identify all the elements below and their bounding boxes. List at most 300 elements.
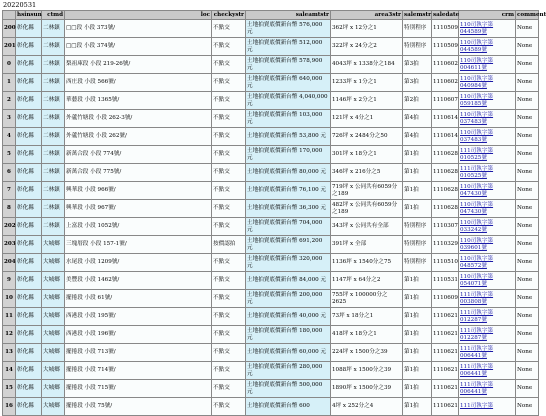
table-row [3,236,539,254]
delivery-status-cell: 不點交 [212,398,246,416]
delivery-status-cell: 不點交 [212,38,246,56]
county-cell: 彰化縣 [16,326,42,344]
location-cell: 西港段 小段 196號/ [65,326,212,344]
area-share-cell: 4坪 x 252分之4 [331,398,403,416]
case-number-link[interactable]: 110司執字第059185號 [460,93,494,107]
location-cell: □□段 小段 374號/ [65,38,212,56]
sale-price-cell: 土地拍賣底價新台幣 320,000 元 [246,254,331,272]
county-cell: 彰化縣 [16,290,42,308]
delivery-status-cell: 不點交 [212,110,246,128]
county-cell: 彰化縣 [16,110,42,128]
row-index: 4 [3,128,16,146]
township-cell: 二林鎮 [42,182,65,200]
location-cell: □□段 小段 373號/ [65,20,212,38]
row-index: 6 [3,164,16,182]
area-share-cell: 719坪 x 公同共有6059分之189 [331,182,403,200]
row-index: 2 [3,92,16,110]
comment-cell: None [516,254,539,272]
delivery-status-cell: 按價認拍 [212,236,246,254]
township-cell: 大城鄉 [42,380,65,398]
comment-cell: None [516,308,539,326]
comment-cell: None [516,326,539,344]
sale-date-cell: 1110628 [432,182,459,200]
sale-date-cell: 1110329 [432,236,459,254]
case-number-cell [459,56,516,74]
case-number-link[interactable]: 110司執字第037483號 [460,111,494,125]
comment-cell: None [516,146,539,164]
area-share-cell: 726坪 x 2484分之50 [331,128,403,146]
auction-round-cell: 第1拍 [403,308,432,326]
report-date: 20220531 [3,1,37,9]
case-number-link[interactable]: 110司執字第048572號 [460,255,494,269]
case-number-link[interactable]: 110司執字第044589號 [460,21,494,35]
county-cell: 彰化縣 [16,272,42,290]
township-cell: 二林鎮 [42,74,65,92]
case-number-link[interactable]: 110司執字第054071號 [460,273,494,287]
county-cell: 彰化縣 [16,128,42,146]
col-header-loc: loc [65,11,212,20]
sale-price-cell: 土地拍賣底價新台幣 4,040,000 元 [246,92,331,110]
table-row [3,92,539,110]
delivery-status-cell: 不點交 [212,308,246,326]
delivery-status-cell: 不點交 [212,92,246,110]
area-share-cell: 1147坪 x 64分之2 [331,272,403,290]
col-header-saledate: saledate [432,11,459,20]
delivery-status-cell: 不點交 [212,344,246,362]
area-share-cell: 1233坪 x 1分之1 [331,74,403,92]
comment-cell: None [516,290,539,308]
sale-date-cell: 1110510 [432,254,459,272]
table-row [3,308,539,326]
case-number-link[interactable]: 110司執字第047430號 [460,201,494,215]
case-number-cell [459,362,516,380]
sale-price-cell: 土地拍賣底價新台幣 578,900 元 [246,56,331,74]
area-share-cell: 418坪 x 18分之1 [331,326,403,344]
auction-round-cell: 特別程序 [403,254,432,272]
area-share-cell: 1890坪 x 1500分之39 [331,380,403,398]
case-number-cell [459,290,516,308]
sale-price-cell: 土地拍賣底價新台幣 53,800 元 [246,128,331,146]
case-number-cell [459,110,516,128]
table-row [3,344,539,362]
delivery-status-cell: 不點交 [212,74,246,92]
area-share-cell: 73坪 x 18分之1 [331,308,403,326]
row-index: 5 [3,146,16,164]
auction-round-cell: 特別程序 [403,38,432,56]
auction-round-cell: 第1拍 [403,326,432,344]
township-cell: 大城鄉 [42,344,65,362]
county-cell: 彰化縣 [16,380,42,398]
location-cell: 擺捲段 小段 713號/ [65,344,212,362]
township-cell: 大城鄉 [42,362,65,380]
location-cell: 美豐段 小段 1462號/ [65,272,212,290]
case-number-link[interactable]: 110司執字第037483號 [460,129,494,143]
case-number-cell [459,146,516,164]
case-number-cell [459,38,516,56]
location-cell: 外蘆竹塘段 小段 262-3號/ [65,110,212,128]
county-cell: 彰化縣 [16,56,42,74]
col-header-area3str: area3str [331,11,403,20]
sale-date-cell: 1110509 [432,20,459,38]
township-cell: 二林鎮 [42,38,65,56]
sale-date-cell: 1110628 [432,164,459,182]
sale-date-cell: 1110621 [432,398,459,416]
comment-cell: None [516,272,539,290]
location-cell: 擺捲段 小段 714號/ [65,362,212,380]
area-share-cell: 322坪 x 24分之2 [331,38,403,56]
auction-round-cell: 特別程序 [403,218,432,236]
row-index: 202 [3,218,16,236]
table-row [3,254,539,272]
col-header-hsinsun: hsinsun [16,11,42,20]
case-number-cell [459,272,516,290]
sale-price-cell: 土地拍賣底價新台幣 640,000 元 [246,74,331,92]
sale-date-cell: 1110621 [432,326,459,344]
comment-cell: None [516,74,539,92]
case-number-cell [459,218,516,236]
county-cell: 彰化縣 [16,20,42,38]
auction-round-cell: 第1拍 [403,380,432,398]
location-cell: 水尾段 小段 1209號/ [65,254,212,272]
row-index: 7 [3,182,16,200]
col-header-ctmd: ctmd [42,11,65,20]
area-share-cell: 4043坪 x 1338分之184 [331,56,403,74]
location-cell: 擺捲段 小段 75號/ [65,398,212,416]
auction-round-cell: 第4拍 [403,128,432,146]
case-number-cell [459,380,516,398]
case-number-link[interactable]: 111司執字第006441號 [460,345,494,359]
location-cell: 新萬合段 小段 775號/ [65,164,212,182]
township-cell: 二林鎮 [42,110,65,128]
area-share-cell: 1136坪 x 1540分之75 [331,254,403,272]
row-index: 13 [3,344,16,362]
case-number-link[interactable]: 110司執字第004611號 [460,57,494,71]
row-index: 16 [3,398,16,416]
case-number-cell [459,182,516,200]
location-cell: 擺捲段 小段 715號/ [65,380,212,398]
delivery-status-cell: 不點交 [212,254,246,272]
location-cell: 擺捲段 小段 61號/ [65,290,212,308]
case-number-cell [459,344,516,362]
area-share-cell: 362坪 x 12分之1 [331,20,403,38]
col-header-saleamtstr: saleamtstr [246,11,331,20]
row-index: 201 [3,38,16,56]
case-number-link[interactable]: 111司執字第010525號 [460,165,494,179]
township-cell: 二林鎮 [42,200,65,218]
case-number-cell [459,398,516,416]
table-row [3,164,539,182]
sale-price-cell: 土地拍賣底價新台幣 200,000 元 [246,290,331,308]
row-index: 14 [3,362,16,380]
comment-cell: None [516,398,539,416]
area-share-cell: 301坪 x 18分之1 [331,146,403,164]
township-cell: 大城鄉 [42,326,65,344]
case-number-cell [459,236,516,254]
table-row [3,200,539,218]
sale-date-cell: 1110621 [432,380,459,398]
sale-date-cell: 1110509 [432,38,459,56]
table-row [3,182,539,200]
location-cell: 興華段 小段 967號/ [65,200,212,218]
comment-cell: None [516,362,539,380]
delivery-status-cell: 不點交 [212,326,246,344]
col-header-index [3,11,16,20]
township-cell: 二林鎮 [42,20,65,38]
case-number-link[interactable]: 111司執字第003808號 [460,291,494,305]
county-cell: 彰化縣 [16,362,42,380]
case-number-cell [459,164,516,182]
case-number-cell [459,128,516,146]
comment-cell: None [516,218,539,236]
auction-round-cell: 特別程序 [403,236,432,254]
row-index: 15 [3,380,16,398]
township-cell: 大城鄉 [42,398,65,416]
area-share-cell: 346坪 x 216分之5 [331,164,403,182]
sale-date-cell: 1110614 [432,110,459,128]
auction-round-cell: 第2拍 [403,92,432,110]
table-row [3,398,539,416]
case-number-link[interactable]: 111司執字第010525號 [460,147,494,161]
case-number-link[interactable]: 111司執字第 [460,403,494,410]
header-row [3,11,539,20]
location-cell: 上富段 小段 1052號/ [65,218,212,236]
township-cell: 二林鎮 [42,128,65,146]
county-cell: 彰化縣 [16,164,42,182]
county-cell: 彰化縣 [16,182,42,200]
sale-date-cell: 1110602 [432,56,459,74]
case-number-link[interactable]: 111司執字第006441號 [460,363,494,377]
row-index: 11 [3,308,16,326]
sale-price-cell: 土地拍賣底價新台幣 600 [246,398,331,416]
sale-price-cell: 土地拍賣底價新台幣 704,000 元 [246,218,331,236]
col-header-checkystr: checkystr [212,11,246,20]
delivery-status-cell: 不點交 [212,146,246,164]
case-number-link[interactable]: 110司執字第040984號 [460,75,494,89]
township-cell: 二林鎮 [42,56,65,74]
sale-price-cell: 土地拍賣底價新台幣 170,000 元 [246,146,331,164]
sale-price-cell: 土地拍賣底價新台幣 180,000 元 [246,326,331,344]
table-row [3,326,539,344]
comment-cell: None [516,38,539,56]
delivery-status-cell: 不點交 [212,272,246,290]
comment-cell: None [516,110,539,128]
sale-date-cell: 1110621 [432,308,459,326]
comment-cell: None [516,200,539,218]
case-number-link[interactable]: 110司執字第047430號 [460,183,494,197]
table-row [3,74,539,92]
delivery-status-cell: 不點交 [212,380,246,398]
sale-date-cell: 1110628 [432,200,459,218]
location-cell: 西庄段 小段 566號/ [65,74,212,92]
sale-price-cell: 土地拍賣底價新台幣 40,000 元 [246,308,331,326]
comment-cell: None [516,236,539,254]
auction-round-cell: 第1拍 [403,290,432,308]
area-share-cell: 391坪 x 全部 [331,236,403,254]
sale-price-cell: 土地拍賣底價新台幣 36,300 元 [246,200,331,218]
table-row [3,56,539,74]
sale-date-cell: 1110628 [432,146,459,164]
county-cell: 彰化縣 [16,254,42,272]
table-row [3,38,539,56]
comment-cell: None [516,56,539,74]
sale-price-cell: 土地拍賣底價新台幣 84,000 元 [246,272,331,290]
case-number-link[interactable]: 111司執字第012287號 [460,309,494,323]
case-number-link[interactable]: 111司執字第012287號 [460,327,494,341]
sale-price-cell: 土地拍賣底價新台幣 60,000 元 [246,344,331,362]
county-cell: 彰化縣 [16,344,42,362]
sale-price-cell: 土地拍賣底價新台幣 576,000 元 [246,20,331,38]
col-header-crm: crm [459,11,516,20]
township-cell: 大城鄉 [42,272,65,290]
row-index: 10 [3,290,16,308]
case-number-cell [459,326,516,344]
delivery-status-cell: 不點交 [212,362,246,380]
case-number-cell [459,308,516,326]
area-share-cell: 755坪 x 100000分之2625 [331,290,403,308]
area-share-cell: 224坪 x 1500分之39 [331,344,403,362]
case-number-cell [459,254,516,272]
township-cell: 二林鎮 [42,218,65,236]
comment-cell: None [516,20,539,38]
location-cell: 新萬合段 小段 774號/ [65,146,212,164]
sale-date-cell: 1110621 [432,362,459,380]
auction-table [2,10,546,416]
case-number-cell [459,20,516,38]
table-row [3,20,539,38]
table-row [3,290,539,308]
county-cell: 彰化縣 [16,308,42,326]
sale-date-cell: 1110609 [432,290,459,308]
township-cell: 大城鄉 [42,254,65,272]
area-share-cell: 1146坪 x 2分之1 [331,92,403,110]
row-index: 3 [3,110,16,128]
row-index: 204 [3,254,16,272]
case-number-cell [459,74,516,92]
sale-price-cell: 土地拍賣底價新台幣 80,000 元 [246,164,331,182]
auction-round-cell: 第1拍 [403,398,432,416]
sale-price-cell: 土地拍賣底價新台幣 691,200 元 [246,236,331,254]
township-cell: 大城鄉 [42,236,65,254]
township-cell: 大城鄉 [42,308,65,326]
sale-date-cell: 1110531 [432,272,459,290]
township-cell: 二林鎮 [42,146,65,164]
auction-round-cell: 第1拍 [403,200,432,218]
case-number-link[interactable]: 111司執字第006441號 [460,381,494,395]
auction-round-cell: 第1拍 [403,272,432,290]
sale-price-cell: 土地拍賣底價新台幣 103,000 元 [246,110,331,128]
county-cell: 彰化縣 [16,398,42,416]
delivery-status-cell: 不點交 [212,200,246,218]
location-cell: 外蘆竹塘段 小段 262號/ [65,128,212,146]
auction-round-cell: 第1拍 [403,362,432,380]
delivery-status-cell: 不點交 [212,128,246,146]
delivery-status-cell: 不點交 [212,218,246,236]
case-number-cell [459,200,516,218]
township-cell: 二林鎮 [42,92,65,110]
county-cell: 彰化縣 [16,218,42,236]
county-cell: 彰化縣 [16,74,42,92]
table-row [3,272,539,290]
sale-date-cell: 1110614 [432,128,459,146]
area-share-cell: 482坪 x 公同共有6059分之189 [331,200,403,218]
auction-round-cell: 第1拍 [403,344,432,362]
sale-price-cell: 土地拍賣底價新台幣 512,000 元 [246,38,331,56]
sale-price-cell: 土地拍賣底價新台幣 280,000 元 [246,362,331,380]
col-header-salemstr: salemstr [403,11,432,20]
county-cell: 彰化縣 [16,146,42,164]
county-cell: 彰化縣 [16,200,42,218]
delivery-status-cell: 不點交 [212,20,246,38]
location-cell: 梨祖庫段 小段 219-26號/ [65,56,212,74]
comment-cell: None [516,128,539,146]
table-row [3,218,539,236]
sale-date-cell: 1110602 [432,74,459,92]
table-row [3,362,539,380]
township-cell: 二林鎮 [42,164,65,182]
area-share-cell: 121坪 x 4分之1 [331,110,403,128]
location-cell: 三塊厝段 小段 157-1號/ [65,236,212,254]
county-cell: 彰化縣 [16,38,42,56]
delivery-status-cell: 不點交 [212,164,246,182]
location-cell: 興華段 小段 966號/ [65,182,212,200]
area-share-cell: 343坪 x 公同共有全部 [331,218,403,236]
comment-cell: None [516,380,539,398]
township-cell: 大城鄉 [42,290,65,308]
row-index: 203 [3,236,16,254]
table-row [3,110,539,128]
comment-cell: None [516,344,539,362]
case-number-cell [459,92,516,110]
case-number-link[interactable]: 110司執字第039601號 [460,237,494,251]
sale-date-cell: 1110621 [432,344,459,362]
sale-date-cell: 1110607 [432,92,459,110]
delivery-status-cell: 不點交 [212,182,246,200]
table-row [3,146,539,164]
row-index: 12 [3,326,16,344]
table-row [3,128,539,146]
comment-cell: None [516,164,539,182]
col-header-comment: comment [516,11,539,20]
table-row [3,380,539,398]
delivery-status-cell: 不點交 [212,290,246,308]
area-share-cell: 1088坪 x 1500分之39 [331,362,403,380]
row-index: 9 [3,272,16,290]
auction-round-cell: 第4拍 [403,110,432,128]
sale-price-cell: 土地拍賣底價新台幣 76,100 元 [246,182,331,200]
case-number-link[interactable]: 110司執字第033242號 [460,219,494,233]
location-cell: 華藝段 小段 1365號/ [65,92,212,110]
auction-round-cell: 第3拍 [403,56,432,74]
auction-round-cell: 第1拍 [403,164,432,182]
comment-cell: None [516,92,539,110]
row-index: 8 [3,200,16,218]
auction-round-cell: 特別程序 [403,20,432,38]
location-cell: 西港段 小段 195號/ [65,308,212,326]
auction-round-cell: 第1拍 [403,146,432,164]
county-cell: 彰化縣 [16,236,42,254]
case-number-link[interactable]: 110司執字第044589號 [460,39,494,53]
delivery-status-cell: 不點交 [212,56,246,74]
row-index: 1 [3,74,16,92]
row-index: 200 [3,20,16,38]
row-index: 0 [3,56,16,74]
auction-round-cell: 第1拍 [403,182,432,200]
sale-date-cell: 1110307 [432,218,459,236]
auction-round-cell: 第3拍 [403,74,432,92]
comment-cell: None [516,182,539,200]
county-cell: 彰化縣 [16,92,42,110]
sale-price-cell: 土地拍賣底價新台幣 500,000 元 [246,380,331,398]
